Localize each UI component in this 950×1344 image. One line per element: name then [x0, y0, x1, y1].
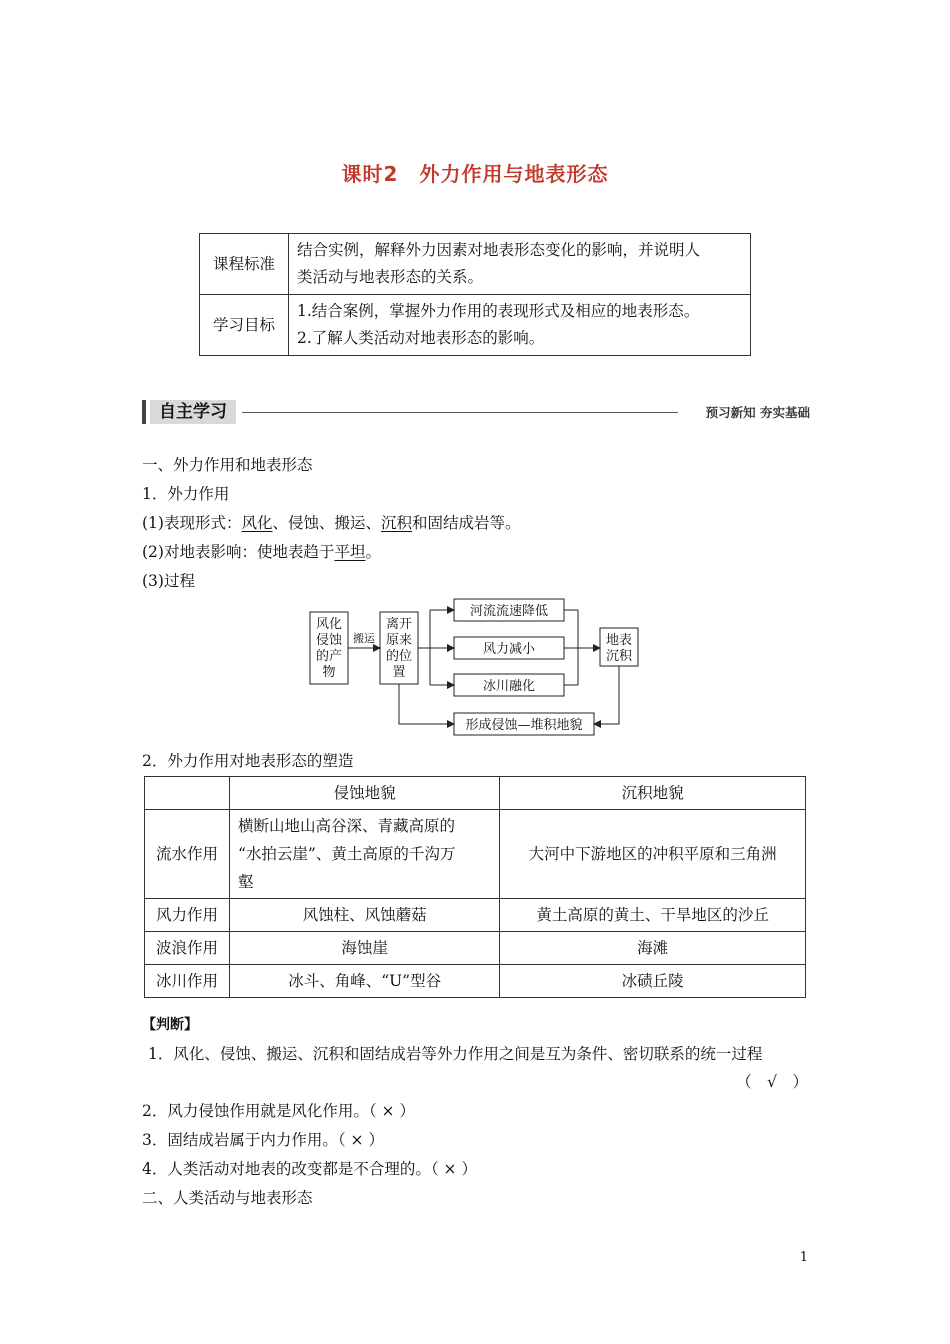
section-header	[142, 398, 810, 428]
section-subtitle: 预习新知 夯实基础	[705, 405, 810, 420]
standard-line: 类活动与地表形态的关系。	[297, 268, 484, 286]
row-key: 流水作用	[145, 810, 230, 899]
condition-wind-text: 风力减小	[482, 642, 536, 657]
impact-line	[142, 540, 381, 562]
table-row	[145, 932, 806, 965]
process-flow-diagram	[300, 592, 650, 738]
judge-q4: 4．人类活动对地表的改变都是不合理的。（ × ）	[142, 1160, 477, 1178]
erosion-cell	[230, 810, 500, 899]
goal-line: 2.了解人类活动对地表形态的影响。	[297, 329, 545, 347]
table-header-row	[145, 777, 806, 810]
process-label: (3)过程	[142, 572, 195, 590]
answer-deposition: 沉积	[381, 514, 413, 532]
row-key: 波浪作用	[145, 932, 230, 965]
forms-prefix: (1)表现形式：	[142, 514, 242, 532]
erosion-cell: 海蚀崖	[230, 932, 500, 965]
standard-value	[289, 234, 751, 295]
sub-heading-external-force: 1．外力作用	[142, 485, 230, 503]
row-key: 风力作用	[145, 899, 230, 932]
impact-suffix: 。	[365, 543, 381, 561]
box4-line: 地表	[605, 633, 633, 648]
section-label: 自主学习	[150, 400, 236, 424]
judge-q1-answer: （ √ ）	[736, 1073, 808, 1091]
sub-heading-shaping: 2．外力作用对地表形态的塑造	[142, 752, 354, 770]
judge-q3: 3．固结成岩属于内力作用。（ × ）	[142, 1131, 384, 1149]
table-row	[145, 899, 806, 932]
impact-prefix: (2)对地表影响：使地表趋于	[142, 543, 335, 561]
erosion-line: 壑	[238, 873, 254, 891]
transport-label: 搬运	[353, 632, 375, 645]
box2-line: 原来	[385, 633, 413, 648]
header-cell: 沉积地貌	[500, 777, 806, 810]
header-cell	[145, 777, 230, 810]
erosion-line: “水拍云崖”、黄土高原的千沟万	[238, 845, 456, 863]
page-number: 1	[799, 1250, 808, 1265]
deposit-cell: 海滩	[500, 932, 806, 965]
condition-river-text: 河流流速降低	[469, 604, 549, 619]
judge-q2: 2．风力侵蚀作用就是风化作用。（ × ）	[142, 1102, 415, 1120]
deposit-cell: 冰碛丘陵	[500, 965, 806, 998]
box4-line: 沉积	[605, 649, 633, 664]
header-cell: 侵蚀地貌	[230, 777, 500, 810]
erosion-cell: 风蚀柱、风蚀蘑菇	[230, 899, 500, 932]
goal-value	[289, 295, 751, 356]
judge-q1: 1．风化、侵蚀、搬运、沉积和固结成岩等外力作用之间是互为条件、密切联系的统一过程	[148, 1045, 763, 1063]
deposit-cell: 大河中下游地区的冲积平原和三角洲	[500, 810, 806, 899]
standard-key: 课程标准	[200, 234, 289, 295]
box2-line: 置	[392, 665, 406, 680]
answer-weathering: 风化	[241, 514, 273, 532]
forms-mid: 、侵蚀、搬运、	[272, 514, 381, 532]
box1-line: 风化	[315, 617, 343, 632]
box1-line: 物	[322, 665, 336, 680]
part2-heading: 二、人类活动与地表形态	[142, 1189, 313, 1207]
erosion-cell: 冰斗、角峰、“U”型谷	[230, 965, 500, 998]
landform-text: 形成侵蚀—堆积地貌	[465, 718, 583, 733]
deposit-cell: 黄土高原的黄土、干旱地区的沙丘	[500, 899, 806, 932]
forms-suffix: 和固结成岩等。	[412, 514, 521, 532]
row-key: 冰川作用	[145, 965, 230, 998]
page-title: 课时2 外力作用与地表形态	[341, 162, 609, 186]
judge-label: 【判断】	[142, 1017, 198, 1033]
landform-shaping-table	[144, 776, 806, 998]
section-bar	[142, 400, 146, 424]
box1-line: 的产	[315, 649, 343, 664]
erosion-line: 横断山地山高谷深、青藏高原的	[238, 817, 456, 835]
table-row	[145, 965, 806, 998]
table-row	[145, 810, 806, 899]
section-divider	[242, 412, 678, 413]
goal-key: 学习目标	[200, 295, 289, 356]
answer-flat: 平坦	[334, 543, 366, 561]
part1-heading: 一、外力作用和地表形态	[142, 456, 313, 474]
curriculum-standards-table	[199, 233, 751, 356]
box2-line: 的位	[385, 649, 413, 664]
condition-glacier-text: 冰川融化	[482, 679, 536, 694]
goal-line: 1.结合案例，掌握外力作用的表现形式及相应的地表形态。	[297, 302, 700, 320]
standard-line: 结合实例，解释外力因素对地表形态变化的影响，并说明人	[297, 241, 701, 259]
box2-line: 离开	[385, 617, 413, 632]
box1-line: 侵蚀	[315, 633, 343, 648]
forms-line	[142, 511, 521, 533]
